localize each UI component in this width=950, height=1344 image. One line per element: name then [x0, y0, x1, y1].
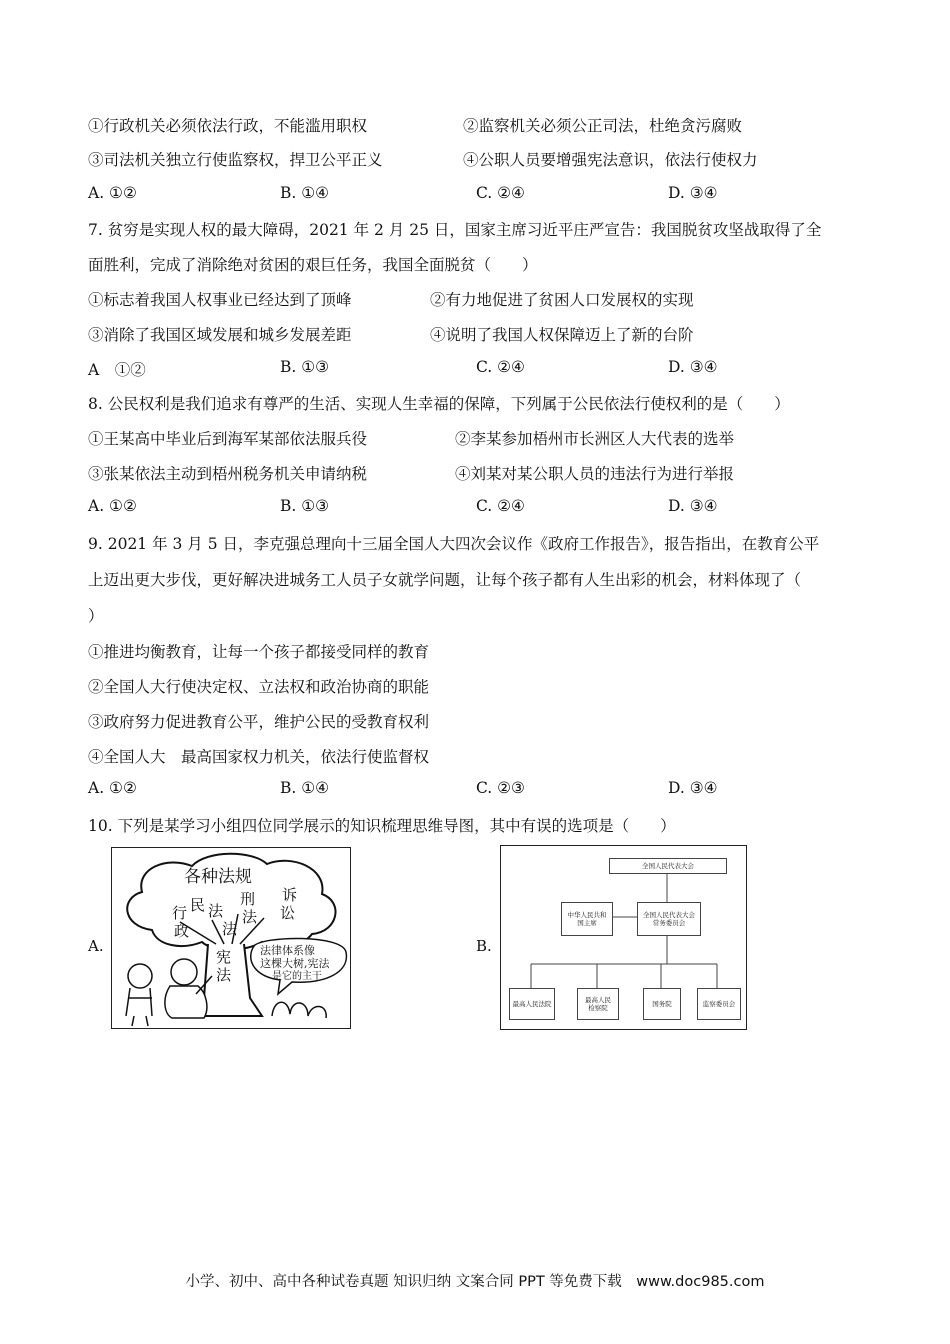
q10-org-chart-figure	[500, 845, 747, 1030]
cartoon-branch-4: 刑	[240, 890, 256, 908]
speech-line-2: 这棵大树,宪法	[260, 957, 330, 970]
speech-line-1: 法律体系像	[260, 944, 315, 957]
page-footer: 小学、初中、高中各种试卷真题 知识归纳 文案合同 PPT 等免费下载 www.doc985.com	[185, 1274, 765, 1290]
law-tree-cartoon	[112, 848, 350, 1028]
q8-option-d: D. ③④	[668, 497, 718, 515]
org-supreme-court: 最高人民法院	[509, 988, 555, 1020]
q9-option-a: A. ①②	[88, 779, 137, 797]
q9-option-b: B. ①④	[280, 779, 330, 797]
q7-statement-1: ①标志着我国人权事业已经达到了顶峰	[88, 291, 352, 309]
q6-option-c: C. ②④	[476, 184, 525, 202]
q7-stem-line-2: 面胜利，完成了消除绝对贫困的艰巨任务，我国全面脱贫（ ）	[88, 256, 538, 274]
q8-statement-2: ②李某参加梧州市长洲区人大代表的选举	[455, 430, 735, 448]
q9-stem-line-1: 9. 2021 年 3 月 5 日，李克强总理向十三届全国人大四次会议作《政府工作报告》，报告指出，在教育公平	[88, 535, 820, 553]
q6-statement-2: ②监察机关必须公正司法，杜绝贪污腐败	[463, 117, 743, 135]
org-procuratorate: 最高人民 检察院	[577, 988, 619, 1020]
cartoon-branch-3: 法	[208, 902, 224, 920]
q7-statement-2: ②有力地促进了贫困人口发展权的实现	[430, 291, 694, 309]
q10-stem-line-1: 10. 下列是某学习小组四位同学展示的知识梳理思维导图，其中有误的选项是（ ）	[88, 817, 676, 835]
speech-line-3: 是它的主干	[272, 971, 322, 982]
q6-option-d: D. ③④	[668, 184, 718, 202]
q10-label-b: B.	[476, 937, 492, 955]
q8-statement-3: ③张某依法主动到梧州税务机关申请纳税	[88, 465, 368, 483]
q8-option-a: A. ①②	[88, 497, 137, 515]
q6-statement-4: ④公职人员要增强宪法意识，依法行使权力	[463, 151, 758, 169]
q9-option-c: C. ②③	[476, 779, 525, 797]
org-npc: 全国人民代表大会	[609, 858, 727, 874]
q7-statement-4: ④说明了我国人权保障迈上了新的台阶	[430, 326, 694, 344]
q7-stem-line-1: 7. 贫穷是实现人权的最大障碍，2021 年 2 月 25 日，国家主席习近平庄严宣告：我国脱贫攻坚战取得了全	[88, 221, 822, 239]
org-president: 中华人民共和 国主席	[561, 902, 613, 936]
org-state-council: 国务院	[643, 988, 681, 1020]
q6-statement-1: ①行政机关必须依法行政，不能滥用职权	[88, 117, 368, 135]
q10-cartoon-figure	[111, 847, 351, 1029]
q9-option-d: D. ③④	[668, 779, 718, 797]
cartoon-branch-9: 法	[222, 920, 238, 938]
org-npc-standing-committee: 全国人民代表大会 常务委员会	[637, 902, 701, 936]
q10-label-a: A.	[88, 937, 104, 955]
q7-statement-3: ③消除了我国区域发展和城乡发展差距	[88, 326, 352, 344]
cartoon-branch-5: 法	[242, 908, 258, 926]
cartoon-branch-7: 讼	[280, 904, 296, 922]
q9-stem-line-3: ）	[88, 607, 104, 625]
q9-statement-1: ①推进均衡教育，让每一个孩子都接受同样的教育	[88, 643, 430, 661]
q6-option-b: B. ①④	[280, 184, 330, 202]
q8-statement-4: ④刘某对某公职人员的违法行为进行举报	[455, 465, 735, 483]
q8-option-b: B. ①③	[280, 497, 330, 515]
cartoon-branch-2: 民	[190, 896, 206, 914]
q8-statement-1: ①王某高中毕业后到海军某部依法服兵役	[88, 430, 368, 448]
q9-stem-line-2: 上迈出更大步伐，更好解决进城务工人员子女就学问题，让每个孩子都有人生出彩的机会，材料体现了（	[88, 571, 802, 589]
cartoon-trunk-1: 宪	[216, 948, 232, 966]
q9-statement-4: ④全国人大 最高国家权力机关，依法行使监督权	[88, 748, 430, 766]
q9-statement-3: ③政府努力促进教育公平，维护公民的受教育权利	[88, 713, 430, 731]
cartoon-branch-1: 行	[172, 904, 188, 922]
q7-option-a: A ①②	[88, 361, 146, 379]
q6-statement-3: ③司法机关独立行使监察权，捍卫公平正义	[88, 151, 383, 169]
cartoon-branch-6: 诉	[282, 886, 298, 904]
org-supervisory-commission: 监察委员会	[697, 988, 741, 1020]
q9-statement-2: ②全国人大行使决定权、立法权和政治协商的职能	[88, 678, 430, 696]
q6-option-a: A. ①②	[88, 184, 137, 202]
q8-stem-line-1: 8. 公民权利是我们追求有尊严的生活、实现人生幸福的保障，下列属于公民依法行使权利的是（ ）	[88, 395, 790, 413]
q7-option-b: B. ①③	[280, 358, 330, 376]
q7-option-d: D. ③④	[668, 358, 718, 376]
cartoon-crown-text: 各种法规	[184, 867, 252, 887]
cartoon-branch-8: 政	[174, 922, 190, 940]
q7-option-c: C. ②④	[476, 358, 525, 376]
cartoon-trunk-2: 法	[216, 966, 232, 984]
q8-option-c: C. ②④	[476, 497, 525, 515]
